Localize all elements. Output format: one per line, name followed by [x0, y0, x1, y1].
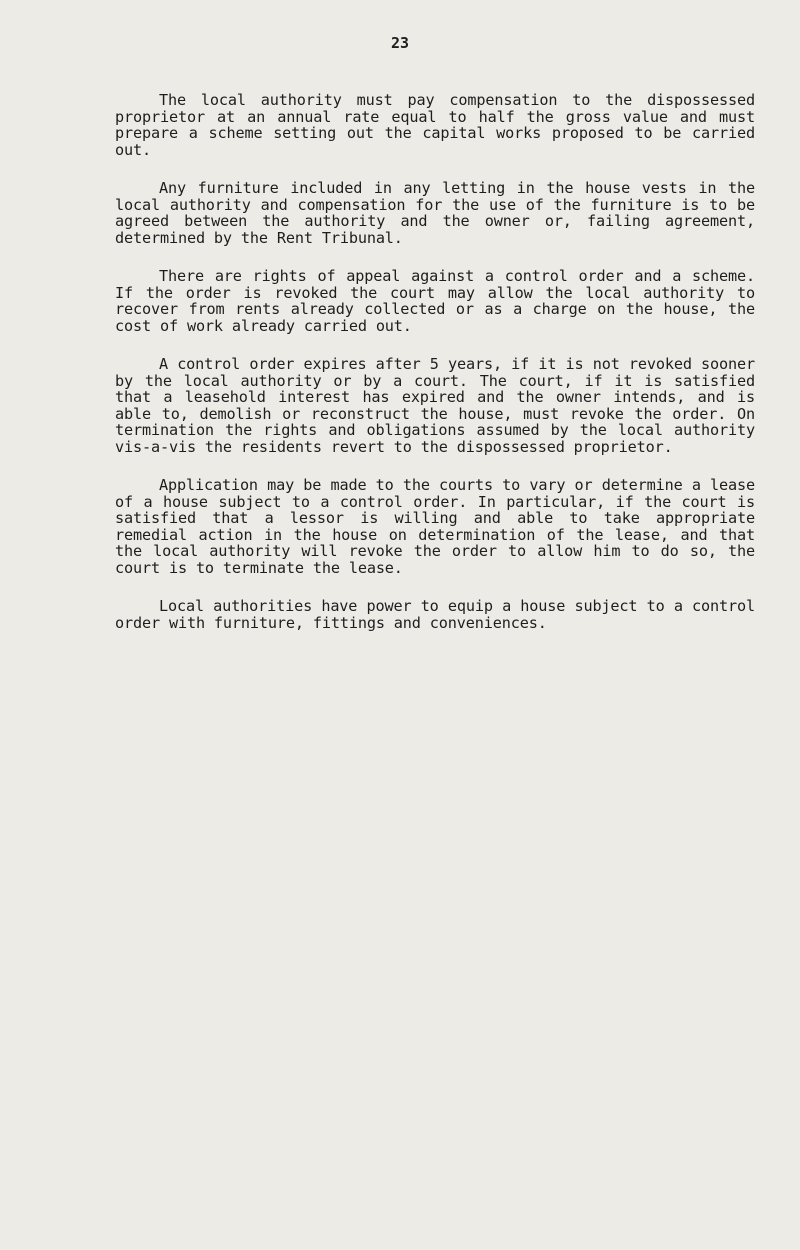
paragraph-compensation: The local authority must pay compensation to the dispossessed proprietor at an annual rate equal to half the gross value and must prepare a scheme setting out the capital works proposed to be carried out.: [115, 91, 755, 159]
paragraph-lease-variation: Application may be made to the courts to vary or determine a lease of a house subject to a control order. In particular, if the court is satisfied that a lessor is willing and able to take appropriate remedial action in the house on determination of the lease, and that the local authority will revoke the order to allow him to do so, the court is to terminate the lease.: [115, 476, 755, 577]
paragraph-equip-power: Local authorities have power to equip a house subject to a control order with furniture, fittings and conveniences.: [115, 597, 755, 632]
body-text: [115, 92, 755, 653]
paragraph-order-expiry: A control order expires after 5 years, if it is not revoked sooner by the local authority or by a court. The court, if it is satisfied that a leasehold interest has expired and the owner intends, and is able to, demolish or reconstruct the house, must revoke the order. On termination the rights and obligations assumed by the local authority vis-a-vis the residents revert to the dispossessed proprietor.: [115, 355, 755, 456]
page-number: 23: [390, 34, 410, 52]
paragraph-appeal-rights: There are rights of appeal against a control order and a scheme. If the order is revoked the court may allow the local authority to recover from rents already collected or as a charge on the house, the cost of work already carried out.: [115, 267, 755, 335]
paragraph-furniture: Any furniture included in any letting in the house vests in the local authority and compensation for the use of the furniture is to be agreed between the authority and the owner or, failing agreement, determined by the Rent Tribunal.: [115, 179, 755, 247]
